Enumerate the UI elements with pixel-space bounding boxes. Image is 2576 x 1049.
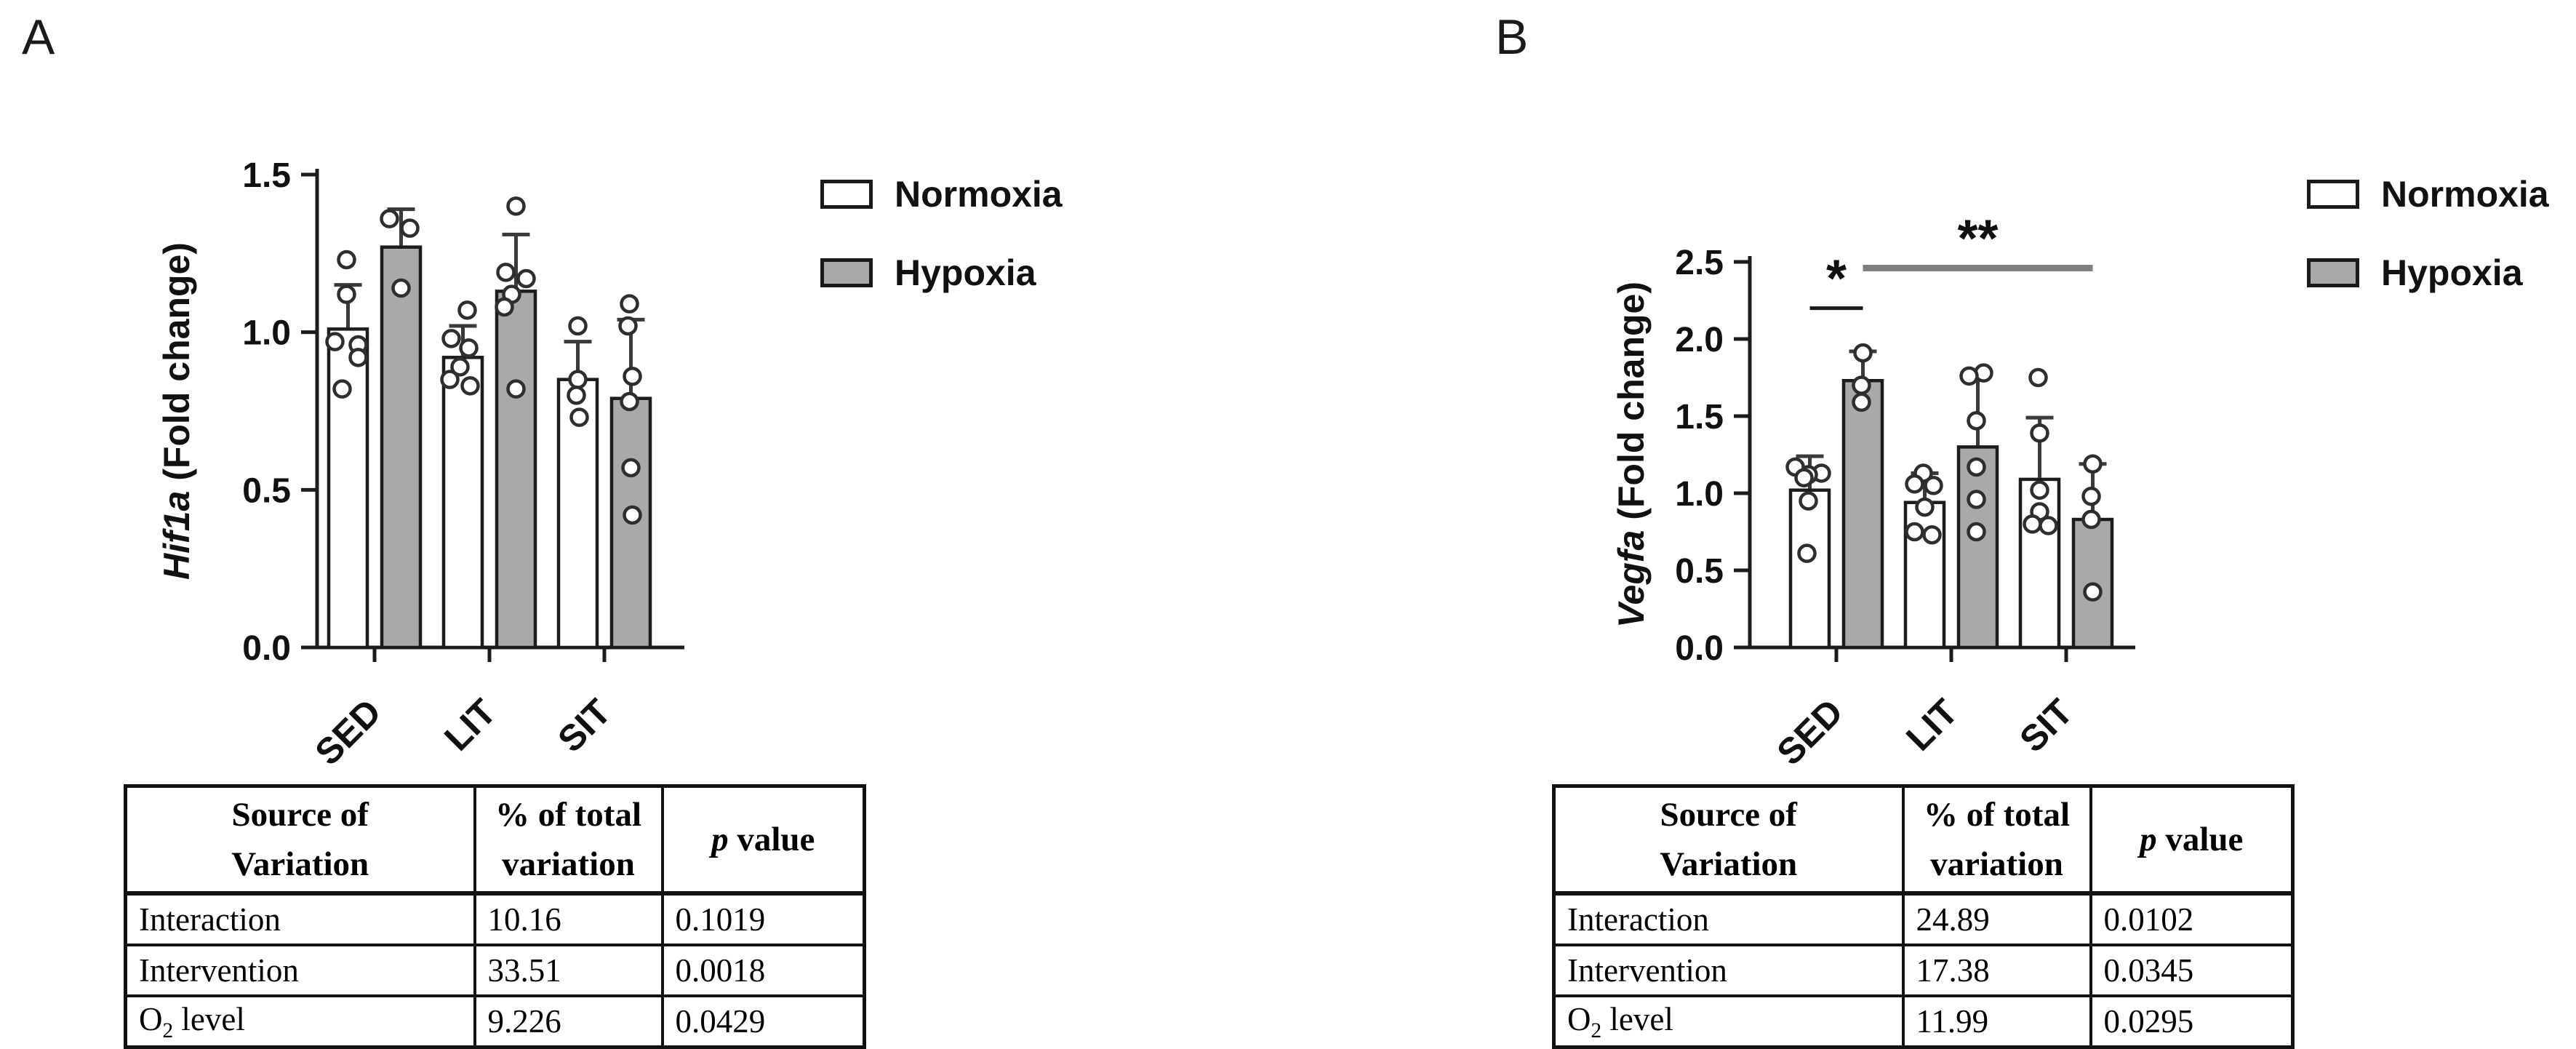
data-point <box>622 394 638 410</box>
data-point <box>393 280 409 296</box>
data-point <box>1907 476 1923 492</box>
table-cell: 0.0102 <box>2091 893 2293 945</box>
legend-item-hypoxia <box>820 252 1063 294</box>
y-tick-label: 0.0 <box>1675 629 1724 668</box>
data-point <box>2041 518 2057 534</box>
data-point <box>508 381 524 397</box>
table-cell: Intervention <box>1554 945 1903 996</box>
panel-b-label: B <box>1495 9 1529 65</box>
data-point <box>569 387 585 403</box>
data-point <box>461 340 477 356</box>
table-cell: 33.51 <box>475 945 663 996</box>
table-header-col1: Source of Variation <box>1554 786 1903 894</box>
legend-item-hypoxia <box>2307 252 2549 294</box>
x-tick-label: SED <box>1769 691 1851 773</box>
x-tick-label: SED <box>307 691 389 773</box>
table-cell: $O_2$ level <box>1554 996 1903 1048</box>
data-point <box>1969 491 1985 507</box>
legend-label-normoxia: Normoxia <box>895 174 1063 215</box>
legend-label-normoxia: Normoxia <box>2381 174 2549 215</box>
table-header-col1: Source of Variation <box>126 786 475 894</box>
table-cell: 24.89 <box>1903 893 2091 945</box>
data-point <box>463 378 479 394</box>
bar-hypoxia-lit <box>497 291 535 647</box>
data-point <box>2031 370 2047 386</box>
data-point <box>623 460 639 476</box>
y-tick-label: 1.0 <box>1675 475 1724 514</box>
y-tick-label: 2.5 <box>1675 244 1724 282</box>
data-point <box>1924 527 1940 543</box>
data-point <box>2084 488 2100 504</box>
data-point <box>335 381 351 397</box>
data-point <box>2032 482 2048 498</box>
significance-stars: ** <box>1957 210 1999 268</box>
data-point <box>444 330 460 346</box>
data-point <box>570 372 586 388</box>
normoxia-swatch-icon <box>2307 180 2359 209</box>
table-cell: 0.0295 <box>2091 996 2293 1048</box>
data-point <box>351 349 367 365</box>
table-row <box>1554 996 2293 1048</box>
data-point <box>572 410 588 426</box>
table-header-col3: p value <box>663 786 865 894</box>
data-point <box>2085 456 2101 472</box>
data-point <box>1961 368 1977 384</box>
hypoxia-swatch-icon <box>820 258 873 287</box>
bar-chart-hif1a <box>80 95 858 844</box>
anova-table <box>1552 784 2295 1049</box>
panel-a-label: A <box>22 9 55 65</box>
bar-normoxia-lit <box>444 357 482 647</box>
data-point <box>460 302 476 318</box>
y-tick-label: 2.0 <box>1675 321 1724 359</box>
table-cell: 17.38 <box>1903 945 2091 996</box>
table-row <box>126 893 865 945</box>
data-point <box>1907 524 1923 540</box>
table-cell: $O_2$ level <box>126 996 475 1048</box>
data-point <box>497 299 513 315</box>
data-point <box>625 368 641 384</box>
data-point <box>2025 516 2041 532</box>
table-cell: 0.0018 <box>663 945 865 996</box>
table-header-col3: p value <box>2091 786 2293 894</box>
data-point <box>1854 394 1870 410</box>
table-header-col2: % of total variation <box>1903 786 2091 894</box>
data-point <box>339 252 355 268</box>
x-tick-label: SIT <box>2012 691 2081 760</box>
table-row <box>126 996 865 1048</box>
table-cell: 0.0429 <box>663 996 865 1048</box>
legend-a <box>820 173 1063 294</box>
data-point <box>442 372 458 388</box>
data-point <box>1969 524 1985 540</box>
bar-hypoxia-sed <box>382 247 420 647</box>
table-cell: Intervention <box>126 945 475 996</box>
table-cell: Interaction <box>1554 893 1903 945</box>
data-point <box>1799 546 1815 562</box>
data-point <box>1854 378 1870 394</box>
data-point <box>1969 459 1985 475</box>
anova-table-a <box>124 784 866 1049</box>
y-tick-label: 1.5 <box>1675 398 1724 436</box>
table-cell: 10.16 <box>475 893 663 945</box>
table-cell: Interaction <box>126 893 475 945</box>
data-point <box>620 318 636 334</box>
data-point <box>1801 493 1817 509</box>
y-axis-title: Vegfa (Fold change) <box>1611 282 1652 628</box>
hypoxia-swatch-icon <box>2307 258 2359 287</box>
data-point <box>519 271 535 287</box>
data-point <box>2032 425 2048 441</box>
y-tick-label: 0.5 <box>1675 552 1724 591</box>
normoxia-swatch-icon <box>820 180 873 209</box>
legend-item-normoxia <box>820 173 1063 215</box>
table-cell: 9.226 <box>475 996 663 1048</box>
table-header-col2: % of total variation <box>475 786 663 894</box>
data-point <box>1796 470 1812 486</box>
bar-normoxia-sed <box>1791 490 1829 647</box>
data-point <box>402 220 418 236</box>
anova-table <box>124 784 866 1049</box>
data-point <box>327 334 343 350</box>
y-tick-label: 1.0 <box>242 314 291 353</box>
bar-hypoxia-sed <box>1844 380 1882 647</box>
y-tick-label: 0.5 <box>242 471 291 511</box>
bar-chart-vegfa <box>1535 95 2313 844</box>
legend-b <box>2307 173 2549 294</box>
data-point <box>508 198 524 214</box>
x-tick-label: LIT <box>1898 691 1966 759</box>
data-point <box>339 287 355 303</box>
data-point <box>2084 511 2100 527</box>
table-cell: 11.99 <box>1903 996 2091 1048</box>
y-axis-title: Hif1a (Fold change) <box>156 242 197 580</box>
legend-item-normoxia <box>2307 173 2549 215</box>
table-cell: 0.1019 <box>663 893 865 945</box>
data-point <box>498 264 514 280</box>
data-point <box>625 507 641 523</box>
x-tick-label: LIT <box>436 691 504 759</box>
data-point <box>1917 499 1933 515</box>
legend-label-hypoxia: Hypoxia <box>2381 252 2523 293</box>
data-point <box>570 318 586 334</box>
table-row <box>1554 945 2293 996</box>
table-row <box>126 945 865 996</box>
data-point <box>1855 345 1871 361</box>
x-tick-label: SIT <box>550 691 619 760</box>
y-tick-label: 1.5 <box>242 156 291 195</box>
data-point <box>1926 477 1942 493</box>
data-point <box>622 296 638 312</box>
data-point <box>382 211 398 227</box>
table-cell: 0.0345 <box>2091 945 2293 996</box>
y-tick-label: 0.0 <box>242 629 291 668</box>
significance-stars: * <box>1825 250 1847 308</box>
anova-table-b <box>1552 784 2295 1049</box>
bar-hypoxia-lit <box>1959 447 1997 647</box>
bar-normoxia-sed <box>329 329 367 647</box>
legend-label-hypoxia: Hypoxia <box>895 252 1036 293</box>
table-row <box>1554 893 2293 945</box>
data-point <box>2085 584 2101 600</box>
data-point <box>1969 412 1985 428</box>
